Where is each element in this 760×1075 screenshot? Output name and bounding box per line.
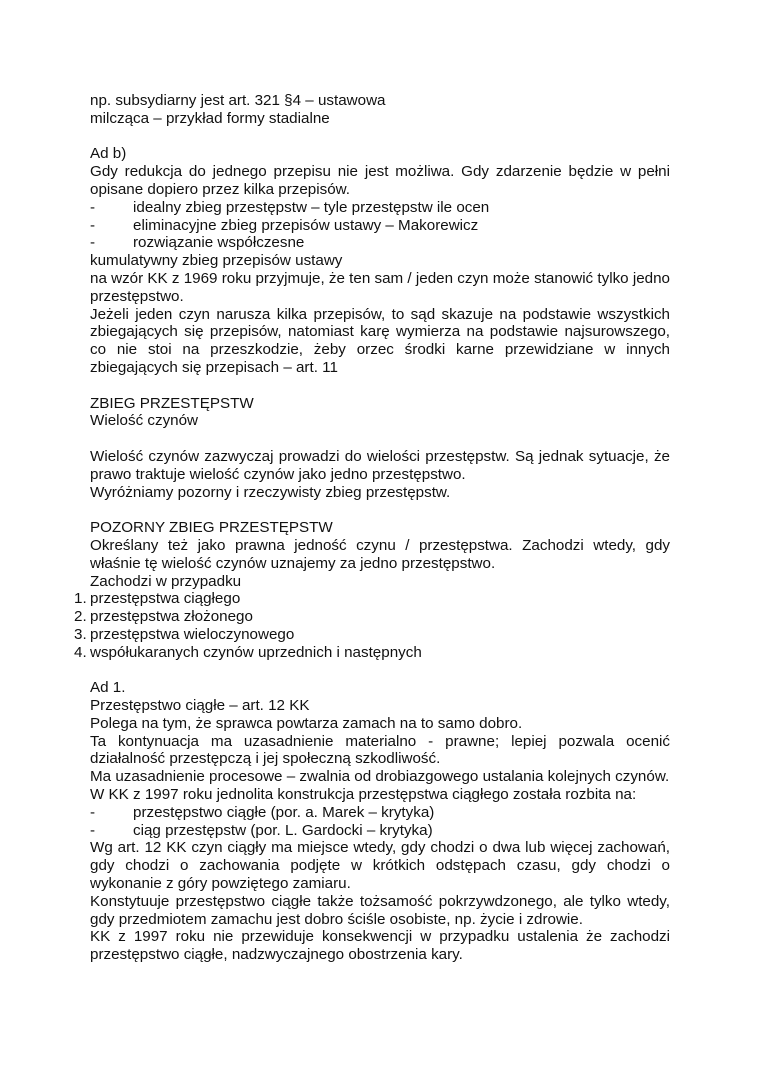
ad-b-paragraph-2: Jeżeli jeden czyn narusza kilka przepisów, to sąd skazuje na podstawie wszystkich zbiegających się przepisów, natomiast karę wymierza na podstawie najsurowszego, co nie stoi na przeszkodzie, żeby orzec środki karne przewidziane w innych zbiegających się przepisach – art. 11 bbox=[90, 305, 670, 376]
ad-1-paragraph-7: KK z 1997 roku nie przewiduje konsekwencji w przypadku ustalenia że zachodzi przestępstwo ciągłe, nadzwyczajnego obostrzenia kary. bbox=[90, 928, 670, 964]
intro-line-1: np. subsydiarny jest art. 321 §4 – ustawowa bbox=[90, 92, 386, 109]
list-item bbox=[90, 199, 670, 217]
ad-1-paragraph-2: Ta kontynuacja ma uzasadnienie materialno - prawne; lepiej pozwala ocenić działalność przestępczą i jej społeczną szkodliwość. bbox=[90, 732, 670, 768]
item-text: współukaranych czynów uprzednich i następnych bbox=[90, 643, 422, 661]
ad-1-heading: Ad 1. bbox=[90, 679, 126, 697]
zbieg-paragraph-1: Wielość czynów zazwyczaj prowadzi do wielości przestępstw. Są jednak sytuacje, że prawo traktuje wielość czynów jako jedno przestępstwo. bbox=[90, 447, 670, 483]
bullet-mark: - bbox=[90, 198, 96, 216]
bullet-mark: - bbox=[90, 234, 96, 252]
intro-line-2: milcząca – przykład formy stadialne bbox=[90, 109, 330, 127]
ad-1-paragraph-3: Ma uzasadnienie procesowe – zwalnia od drobiazgowego ustalania kolejnych czynów. bbox=[90, 768, 670, 786]
ad-b-subheading: kumulatywny zbieg przepisów ustawy bbox=[90, 252, 343, 270]
list-item bbox=[90, 234, 670, 252]
ad-1-title: Przestępstwo ciągłe – art. 12 KK bbox=[90, 697, 310, 715]
ad-1-paragraph-1: Polega na tym, że sprawca powtarza zamach na to samo dobro. bbox=[90, 714, 523, 732]
numbered-item bbox=[62, 608, 670, 626]
item-number: 2. bbox=[74, 608, 87, 626]
pozorny-lead: Zachodzi w przypadku bbox=[90, 572, 242, 590]
section-title-pozorny: POZORNY ZBIEG PRZESTĘPSTW bbox=[90, 519, 333, 537]
numbered-item bbox=[62, 590, 670, 608]
numbered-item bbox=[62, 626, 670, 644]
document-page bbox=[74, 92, 670, 964]
section-subtitle-wielosc: Wielość czynów bbox=[90, 412, 199, 430]
list-item-text: idealny zbieg przestępstw – tyle przestępstw ile ocen bbox=[133, 198, 490, 216]
ad-1-paragraph-6: Konstytuuje przestępstwo ciągłe także tożsamość pokrzywdzonego, ale tylko wtedy, gdy przedmiotem zamachu jest dobro ściśle osobiste, np. życie i zdrowie. bbox=[90, 892, 670, 928]
section-title-zbieg: ZBIEG PRZESTĘPSTW bbox=[90, 394, 254, 412]
item-number: 1. bbox=[74, 590, 87, 608]
ad-b-heading: Ad b) bbox=[90, 145, 127, 163]
item-text: przestępstwa ciągłego bbox=[90, 590, 241, 608]
list-item-text: ciąg przestępstw (por. L. Gardocki – krytyka) bbox=[133, 821, 433, 839]
list-item-text: rozwiązanie współczesne bbox=[133, 234, 305, 252]
item-text: przestępstwa wieloczynowego bbox=[90, 625, 295, 643]
bullet-mark: - bbox=[90, 216, 96, 234]
zbieg-paragraph-2: Wyróżniamy pozorny i rzeczywisty zbieg przestępstw. bbox=[90, 483, 451, 501]
ad-b-text: Gdy redukcja do jednego przepisu nie jest możliwa. Gdy zdarzenie będzie w pełni opisane dopiero przez kilka przepisów. bbox=[90, 163, 670, 198]
ad-1-paragraph-5: Wg art. 12 KK czyn ciągły ma miejsce wtedy, gdy chodzi o dwa lub więcej zachowań, gdy chodzi o zachowania podjęte w krótkich odstępach czasu, gdy chodzi o wykonanie z góry powziętego zamiaru. bbox=[90, 839, 670, 893]
list-item bbox=[90, 217, 670, 235]
bullet-mark: - bbox=[90, 821, 96, 839]
item-number: 3. bbox=[74, 625, 87, 643]
list-item-text: przestępstwo ciągłe (por. a. Marek – krytyka) bbox=[133, 803, 435, 821]
item-number: 4. bbox=[74, 643, 87, 661]
ad-b-paragraph-1: na wzór KK z 1969 roku przyjmuje, że ten sam / jeden czyn może stanowić tylko jedno przestępstwo. bbox=[90, 269, 670, 305]
numbered-item bbox=[62, 644, 670, 662]
list-item-text: eliminacyjne zbieg przepisów ustawy – Makorewicz bbox=[133, 216, 479, 234]
pozorny-paragraph-1: Określany też jako prawna jedność czynu / przestępstwa. Zachodzi wtedy, gdy właśnie tę wielość czynów uznajemy za jedno przestępstwo. bbox=[90, 536, 670, 572]
ad-1-paragraph-4: W KK z 1997 roku jednolita konstrukcja przestępstwa ciągłego została rozbita na: bbox=[90, 786, 637, 804]
list-item bbox=[90, 822, 670, 840]
list-item bbox=[90, 804, 670, 822]
bullet-mark: - bbox=[90, 803, 96, 821]
item-text: przestępstwa złożonego bbox=[90, 608, 253, 626]
